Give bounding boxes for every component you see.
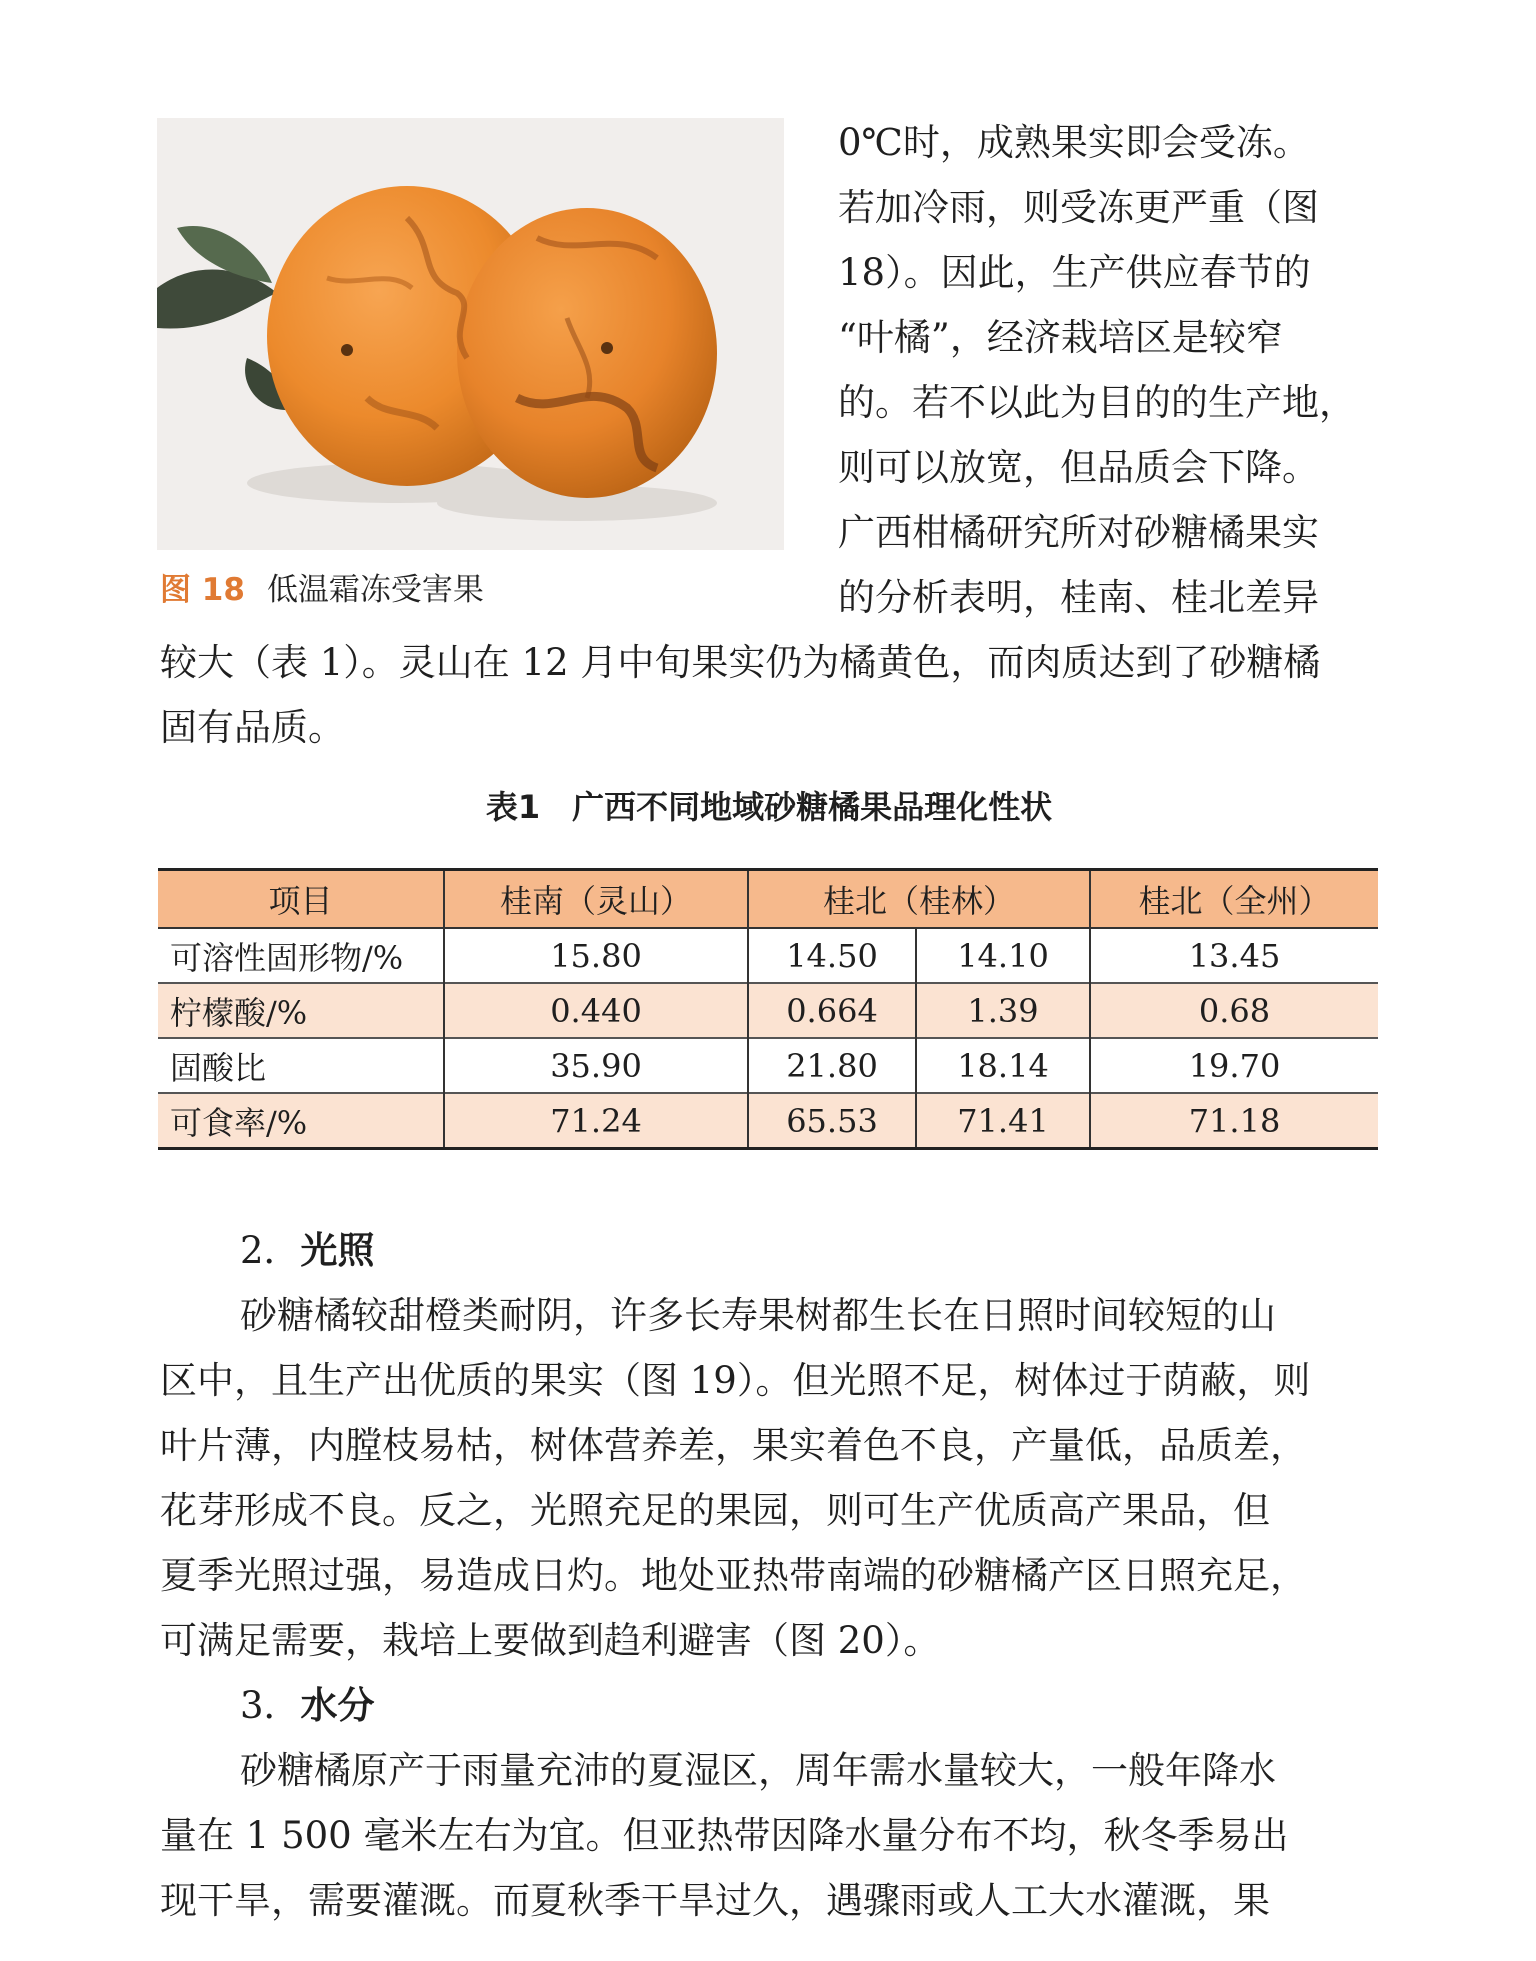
table-row xyxy=(158,928,1378,983)
section-number: 3． xyxy=(240,1684,301,1727)
table-header: 桂北（全州） xyxy=(1090,870,1378,929)
table-cell: 71.24 xyxy=(444,1093,748,1149)
text-line: 若加冷雨，则受冻更严重（图 xyxy=(838,186,1319,229)
table-header-row xyxy=(158,870,1378,929)
table-header: 桂北（桂林） xyxy=(748,870,1090,929)
text-line: 广西柑橘研究所对砂糖橘果实 xyxy=(838,511,1319,554)
table-cell: 0.440 xyxy=(444,983,748,1038)
table-cell: 14.50 xyxy=(748,928,916,983)
table-row xyxy=(158,983,1378,1038)
table-cell: 65.53 xyxy=(748,1093,916,1149)
paragraph-continuation xyxy=(160,630,1380,760)
table-title-text: 广西不同地域砂糖橘果品理化性状 xyxy=(572,788,1053,826)
section-heading-water xyxy=(240,1673,375,1738)
row-label: 可食率/% xyxy=(158,1093,444,1149)
table-cell: 0.68 xyxy=(1090,983,1378,1038)
text-line: 的分析表明，桂南、桂北差异 xyxy=(838,576,1319,619)
row-label: 固酸比 xyxy=(158,1038,444,1093)
text-line: 0℃时，成熟果实即会受冻。 xyxy=(838,121,1310,164)
table-row xyxy=(158,1038,1378,1093)
text-line: 叶片薄，内膛枝易枯，树体营养差，果实着色不良，产量低，品质差， xyxy=(160,1424,1307,1467)
table-cell: 0.664 xyxy=(748,983,916,1038)
section-heading-light xyxy=(240,1218,375,1283)
wrapped-paragraph xyxy=(838,110,1378,630)
frost-damaged-fruit-photo xyxy=(157,118,784,550)
text-line: 固有品质。 xyxy=(160,706,345,749)
data-table xyxy=(158,868,1378,1150)
table-header: 项目 xyxy=(158,870,444,929)
figure-caption xyxy=(160,568,484,612)
section-number: 2． xyxy=(240,1229,301,1272)
table-number: 表1 xyxy=(485,788,541,826)
section-title: 水分 xyxy=(300,1684,375,1727)
figure-number: 图 18 xyxy=(160,572,245,608)
text-line: 量在 1 500 毫米左右为宜。但亚热带因降水量分布不均，秋冬季易出 xyxy=(160,1814,1289,1857)
text-line: 较大（表 1）。灵山在 12 月中旬果实仍为橘黄色，而肉质达到了砂糖橘 xyxy=(160,641,1321,684)
table-cell: 21.80 xyxy=(748,1038,916,1093)
text-line: 区中，且生产出优质的果实（图 19）。但光照不足，树体过于荫蔽，则 xyxy=(160,1359,1311,1402)
table-row xyxy=(158,1093,1378,1149)
text-line: 18）。因此，生产供应春节的 xyxy=(838,251,1311,294)
text-line: 花芽形成不良。反之，光照充足的果园，则可生产优质高产果品，但 xyxy=(160,1489,1270,1532)
text-line: 现干旱，需要灌溉。而夏秋季干旱过久，遇骤雨或人工大水灌溉，果 xyxy=(160,1879,1270,1922)
table-cell: 1.39 xyxy=(916,983,1090,1038)
text-line: “叶橘”，经济栽培区是较窄 xyxy=(838,316,1283,359)
section-light-paragraph xyxy=(160,1283,1380,1673)
text-line: 可满足需要，栽培上要做到趋利避害（图 20）。 xyxy=(160,1619,941,1662)
table-cell: 18.14 xyxy=(916,1038,1090,1093)
table-cell: 15.80 xyxy=(444,928,748,983)
table-title xyxy=(160,782,1378,832)
text-line: 则可以放宽，但品质会下降。 xyxy=(838,446,1319,489)
section-water-paragraph xyxy=(160,1738,1380,1933)
text-line: 的。若不以此为目的的生产地， xyxy=(838,381,1356,424)
row-label: 可溶性固形物/% xyxy=(158,928,444,983)
figure-caption-text: 低温霜冻受害果 xyxy=(266,572,484,608)
section-title: 光照 xyxy=(300,1229,375,1272)
table-header: 桂南（灵山） xyxy=(444,870,748,929)
table-cell: 14.10 xyxy=(916,928,1090,983)
row-label: 柠檬酸/% xyxy=(158,983,444,1038)
table-cell: 35.90 xyxy=(444,1038,748,1093)
table-cell: 19.70 xyxy=(1090,1038,1378,1093)
table-cell: 71.41 xyxy=(916,1093,1090,1149)
table-cell: 13.45 xyxy=(1090,928,1378,983)
table-cell: 71.18 xyxy=(1090,1093,1378,1149)
text-line: 砂糖橘原产于雨量充沛的夏湿区，周年需水量较大，一般年降水 xyxy=(240,1749,1276,1792)
text-line: 夏季光照过强，易造成日灼。地处亚热带南端的砂糖橘产区日照充足， xyxy=(160,1554,1307,1597)
text-line: 砂糖橘较甜橙类耐阴，许多长寿果树都生长在日照时间较短的山 xyxy=(240,1294,1276,1337)
